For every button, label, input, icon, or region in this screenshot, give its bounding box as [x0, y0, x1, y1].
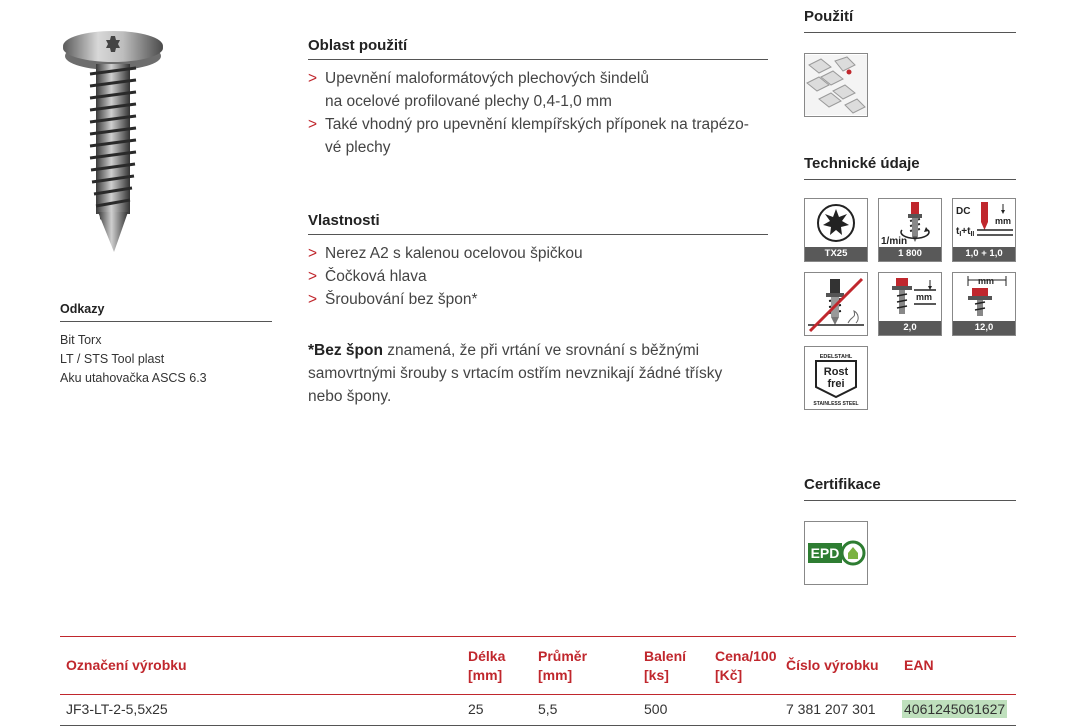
col-header-length: Délka [mm] — [468, 648, 506, 683]
cell-designation: JF3-LT-2-5,5x25 — [66, 701, 168, 717]
svg-text:mm: mm — [995, 216, 1012, 226]
properties-section — [308, 212, 768, 311]
screw-product-image — [58, 26, 168, 258]
property-item: > Čočková hlava — [308, 265, 768, 288]
certification-section — [804, 476, 1016, 501]
application-item: > Také vhodný pro upevnění klempířských příponek na trapézo- vé plechy — [308, 113, 768, 159]
reference-item[interactable]: Bit Torx — [60, 333, 102, 347]
col-header-price: Cena/100 [Kč] — [715, 648, 777, 683]
usage-section — [804, 8, 1016, 33]
tech-tile-caption: 1 800 — [879, 247, 941, 261]
cell-ean[interactable]: 4061245061627 — [904, 701, 1006, 717]
certification-badge — [804, 521, 868, 585]
reference-item[interactable]: Aku utahovačka ASCS 6.3 — [60, 371, 207, 385]
rotation-speed-icon — [880, 200, 940, 246]
svg-text:Rost: Rost — [823, 366, 849, 378]
svg-text:STAINLESS STEEL: STAINLESS STEEL — [813, 401, 859, 407]
torx-drive-icon — [816, 203, 856, 243]
chipless-note: *Bez špon znamená, že při vrtání ve srovnání s běžnými samovrtnými šrouby s vrtacím ostřím nevznikají žádné třísky nebo špony. — [308, 342, 723, 405]
tech-tile-clamping — [878, 272, 942, 336]
tech-tile-drive — [804, 198, 868, 262]
product-table — [60, 636, 1016, 717]
drilling-capacity-icon — [953, 200, 1015, 246]
bullet-arrow-icon: > — [308, 245, 318, 262]
tech-tile-caption: 2,0 — [879, 321, 941, 335]
epd-badge-icon — [805, 523, 867, 583]
tech-tile-caption: 1,0 + 1,0 — [953, 247, 1015, 261]
clamping-thickness-icon — [880, 274, 940, 320]
no-chips-icon — [806, 275, 866, 333]
col-header-product-number: Číslo výrobku — [786, 657, 879, 673]
usage-illustration — [804, 53, 868, 117]
tech-tile-caption: TX25 — [805, 247, 867, 261]
property-item: > Nerez A2 s kalenou ocelovou špičkou — [308, 242, 768, 265]
table-bottom-divider — [60, 725, 1016, 726]
references-section — [60, 302, 272, 388]
bullet-arrow-icon: > — [308, 291, 318, 308]
washer-diameter-icon — [954, 274, 1014, 320]
tech-tile-stainless — [804, 346, 868, 410]
svg-text:mm: mm — [916, 292, 933, 302]
application-item: > Upevnění maloformátových plechových šindelů na ocelové profilované plechy 0,4-1,0 mm — [308, 67, 768, 113]
col-header-ean: EAN — [904, 657, 934, 673]
technical-data-title: Technické údaje — [804, 155, 1016, 180]
tech-tile-washer — [952, 272, 1016, 336]
application-area-title: Oblast použití — [308, 37, 768, 60]
svg-text:DC: DC — [956, 206, 971, 217]
col-header-diameter: Průměr [mm] — [538, 648, 588, 683]
reference-item[interactable]: LT / STS Tool plast — [60, 352, 165, 366]
bullet-arrow-icon: > — [308, 116, 318, 133]
table-header-divider — [60, 694, 1016, 695]
shingle-roof-icon — [805, 55, 867, 115]
bullet-arrow-icon: > — [308, 268, 318, 285]
certification-title: Certifikace — [804, 476, 1016, 501]
properties-title: Vlastnosti — [308, 212, 768, 235]
svg-text:tI+tII: $t_I+t_{II}$ — [956, 226, 975, 238]
col-header-package: Balení [ks] — [644, 648, 687, 683]
bullet-arrow-icon: > — [308, 70, 318, 87]
tech-tile-no-chips — [804, 272, 868, 336]
application-area-section — [308, 37, 768, 159]
cell-package: 500 — [644, 701, 668, 717]
cell-diameter: 5,5 — [538, 701, 558, 717]
rostfrei-icon — [806, 349, 866, 407]
tech-tile-drilling-capacity — [952, 198, 1016, 262]
cell-length: 25 — [468, 701, 484, 717]
svg-text:frei: frei — [827, 378, 845, 390]
svg-text:1/min: 1/min — [881, 236, 908, 246]
tech-tile-caption: 12,0 — [953, 321, 1015, 335]
usage-title: Použití — [804, 8, 1016, 33]
svg-text:EPD: EPD — [810, 545, 840, 561]
property-item: > Šroubování bez špon* — [308, 288, 768, 311]
svg-text:EDELSTAHL: EDELSTAHL — [819, 354, 853, 360]
col-header-designation: Označení výrobku — [66, 657, 187, 673]
technical-data-section — [804, 155, 1016, 180]
cell-product-number[interactable]: 7 381 207 301 — [786, 701, 876, 717]
tech-tile-speed — [878, 198, 942, 262]
svg-text:mm: mm — [978, 276, 995, 286]
references-title: Odkazy — [60, 302, 272, 322]
